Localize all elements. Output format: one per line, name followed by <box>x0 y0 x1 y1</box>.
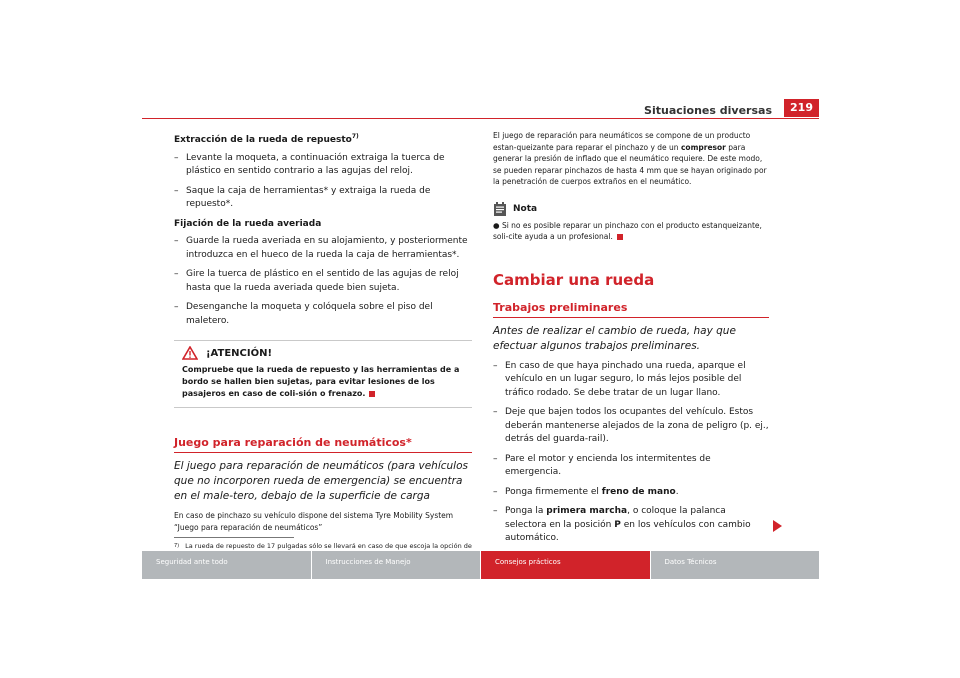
footer-tab-technical-data[interactable]: Datos Técnicos <box>651 551 820 579</box>
list-item: – Pare el motor y encienda los intermitentes de emergencia. <box>493 453 769 480</box>
header-rule <box>142 118 819 119</box>
footnote-number: 7) <box>174 543 180 549</box>
end-mark-icon <box>369 391 375 397</box>
list-item: – Deje que bajen todos los ocupantes del vehículo. Estos deberán mantenerse alejados de la zona de peligro (p. ej., detrás del guarda-rail). <box>493 406 769 447</box>
section-title-repair-kit: Juego para reparación de neumáticos* <box>174 436 472 453</box>
footnote-rule <box>174 537 294 538</box>
warning-triangle-icon <box>182 346 198 360</box>
footer-tab-safety[interactable]: Seguridad ante todo <box>142 551 312 579</box>
list-item: – Desenganche la moqueta y colóquela sobre el piso del maletero. <box>174 301 472 328</box>
warning-text: Compruebe que la rueda de repuesto y las herramientas de a bordo se hallen bien sujetas, para evitar lesiones de los pasajeros en caso de coli-sión o frenazo. <box>182 365 460 398</box>
right-column <box>493 130 769 552</box>
note-heading <box>493 202 769 217</box>
footer-tab-operation[interactable]: Instrucciones de Manejo <box>312 551 482 579</box>
list-item: – En caso de que haya pinchado una rueda, aparque el vehículo en un lugar seguro, lo más lejos posible del tráfico rodado. Se debe tratar de un lugar llano. <box>493 360 769 401</box>
section-title-preliminary: Trabajos preliminares <box>493 301 769 318</box>
page-number: 219 <box>784 99 819 117</box>
subheading-fix-wheel: Fijación de la rueda averiada <box>174 218 322 229</box>
page-header-title: Situaciones diversas <box>644 104 772 117</box>
end-mark-icon <box>617 234 623 240</box>
note-icon <box>493 202 507 217</box>
warning-title: ¡ATENCIÓN! <box>206 347 273 359</box>
footer-nav <box>142 551 819 579</box>
list-item: – Gire la tuerca de plástico en el sentido de las agujas de reloj hasta que la rueda averiada quede bien sujeta. <box>174 268 472 295</box>
list-item: – Guarde la rueda averiada en su alojamiento, y posteriormente introduzca en el hueco de la rueda la caja de herramientas*. <box>174 235 472 262</box>
spare-wheel-steps <box>174 152 472 212</box>
fix-wheel-steps <box>174 235 472 328</box>
list-item: – Saque la caja de herramientas* y extraiga la rueda de repuesto*. <box>174 185 472 212</box>
list-item: – Levante la moqueta, a continuación extraiga la tuerca de plástico en sentido contrario a las agujas del reloj. <box>174 152 472 179</box>
preliminary-steps <box>493 360 769 546</box>
note-text: ● Si no es posible reparar un pinchazo con el producto estanqueizante, soli-cite ayuda a un profesional. <box>493 220 762 241</box>
section-lead: El juego para reparación de neumáticos (para vehículos que no incorporen rueda de emergencia) se encuentra en el male-tero, debajo de la superficie de carga <box>174 460 468 502</box>
note-title: Nota <box>513 204 538 214</box>
list-item: – Ponga firmemente el freno de mano. <box>493 486 769 500</box>
footnote-ref: 7) <box>351 133 359 140</box>
left-column <box>174 130 472 561</box>
next-page-arrow-icon[interactable] <box>773 520 782 532</box>
list-item: – Ponga la primera marcha, o coloque la palanca selectora en la posición P en los vehículos con cambio automático. <box>493 505 769 546</box>
chapter-title: Cambiar una rueda <box>493 270 655 289</box>
footnote-text: La rueda de repuesto de 17 pulgadas sólo se llevará en caso de que escoja la opción de <box>185 542 472 550</box>
preliminary-lead: Antes de realizar el cambio de rueda, hay que efectuar algunos trabajos preliminares. <box>493 324 736 352</box>
warning-box <box>174 340 472 408</box>
section-text: En caso de pinchazo su vehículo dispone del sistema Tyre Mobility System “Juego para reparación de neumáticos” <box>174 511 454 532</box>
repair-kit-text: El juego de reparación para neumáticos se compone de un producto estan-queizante para reparar el pinchazo y de un compresor para generar la presión de inflado que el neumático requiere. De este modo, se pueden reparar pinchazos de hasta 4 mm que se hayan originado por la penetración de cuerpos extraños en el neumático. <box>493 131 767 186</box>
subheading-spare-wheel: Extracción de la rueda de repuesto$^{7)}$ <box>174 133 359 145</box>
footer-tab-practical-tips[interactable]: Consejos prácticos <box>481 551 651 579</box>
